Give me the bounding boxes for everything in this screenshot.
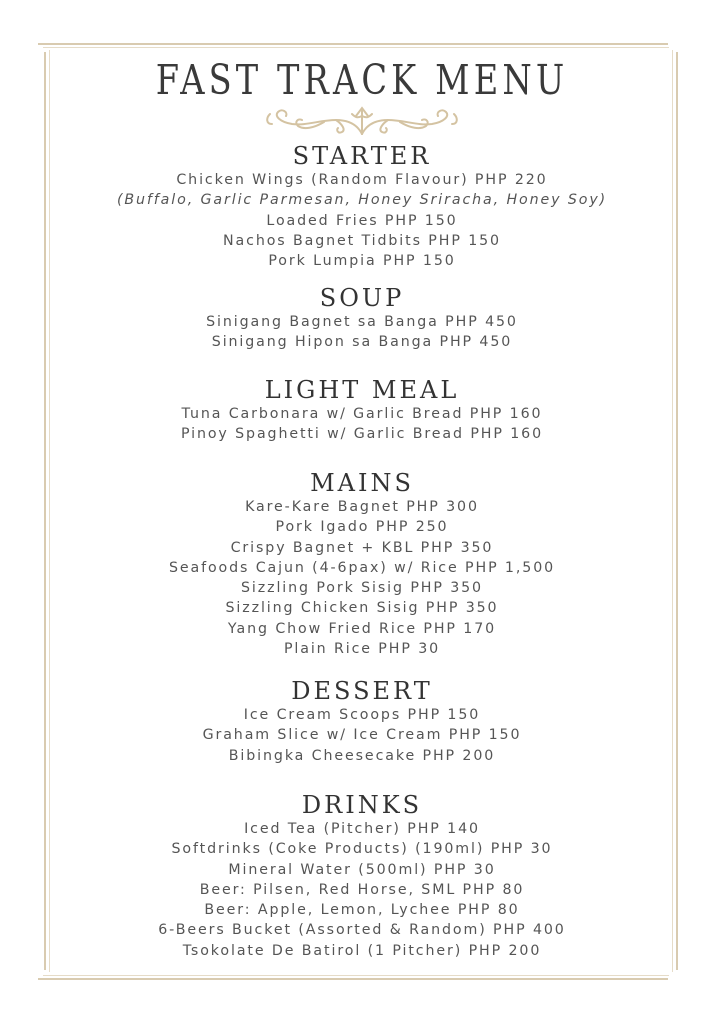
section-heading: STARTER: [292, 142, 432, 170]
section-heading: DRINKS: [301, 791, 423, 819]
menu-item: Sinigang Bagnet sa Banga PHP 450: [206, 314, 518, 330]
menu-item: Beer: Apple, Lemon, Lychee PHP 80: [204, 902, 520, 919]
section-drinks: [0, 791, 724, 961]
menu-item: Nachos Bagnet Tidbits PHP 150: [223, 232, 501, 249]
section-light-meal: [0, 376, 724, 445]
menu-item: Yang Chow Fried Rice PHP 170: [227, 620, 497, 637]
menu-item: Iced Tea (Pitcher) PHP 140: [244, 821, 480, 837]
menu-item: Ice Cream Scoops PHP 150: [243, 707, 481, 723]
menu-item: Kare-Kare Bagnet PHP 300: [245, 499, 479, 515]
section-mains: [0, 469, 724, 659]
menu-item: Graham Slice w/ Ice Cream PHP 150: [202, 727, 522, 744]
menu-item: Softdrinks (Coke Products) (190ml) PHP 30: [171, 841, 553, 858]
menu-item: 6-Beers Bucket (Assorted & Random) PHP 400: [158, 922, 566, 939]
section-dessert: [0, 677, 724, 766]
menu-item: Sizzling Pork Sisig PHP 350: [241, 580, 483, 597]
menu-item: Bibingka Cheesecake PHP 200: [228, 747, 496, 764]
section-heading: DESSERT: [291, 677, 433, 705]
menu-item: Plain Rice PHP 30: [283, 641, 441, 658]
section-heading: SOUP: [319, 284, 405, 312]
menu-item: Mineral Water (500ml) PHP 30: [228, 861, 496, 878]
menu-item: Loaded Fries PHP 150: [266, 212, 458, 229]
menu-item: Pinoy Spaghetti w/ Garlic Bread PHP 160: [180, 426, 544, 443]
menu-title: FAST TRACK MENU: [155, 56, 569, 104]
section-starter: [0, 142, 724, 271]
menu-item: Sinigang Hipon sa Banga PHP 450: [211, 334, 513, 351]
menu-item: Tsokolate De Batirol (1 Pitcher) PHP 200: [182, 942, 542, 959]
menu-item: Sizzling Chicken Sisig PHP 350: [225, 600, 499, 617]
section-soup: [0, 284, 724, 353]
flourish-divider-icon: [262, 104, 462, 138]
section-heading: MAINS: [310, 469, 414, 497]
menu-item: Beer: Pilsen, Red Horse, SML PHP 80: [199, 881, 525, 898]
menu-item: Chicken Wings (Random Flavour) PHP 220: [176, 172, 548, 188]
section-heading: LIGHT MEAL: [264, 376, 460, 404]
menu-item: Pork Igado PHP 250: [275, 519, 449, 536]
menu-item: Seafoods Cajun (4-6pax) w/ Rice PHP 1,500: [168, 559, 556, 576]
menu-item: Pork Lumpia PHP 150: [268, 253, 456, 270]
menu-item: Tuna Carbonara w/ Garlic Bread PHP 160: [181, 406, 543, 422]
menu-item: Crispy Bagnet + KBL PHP 350: [230, 539, 494, 556]
menu-item-note: (Buffalo, Garlic Parmesan, Honey Sriracha, Honey Soy): [116, 192, 608, 209]
